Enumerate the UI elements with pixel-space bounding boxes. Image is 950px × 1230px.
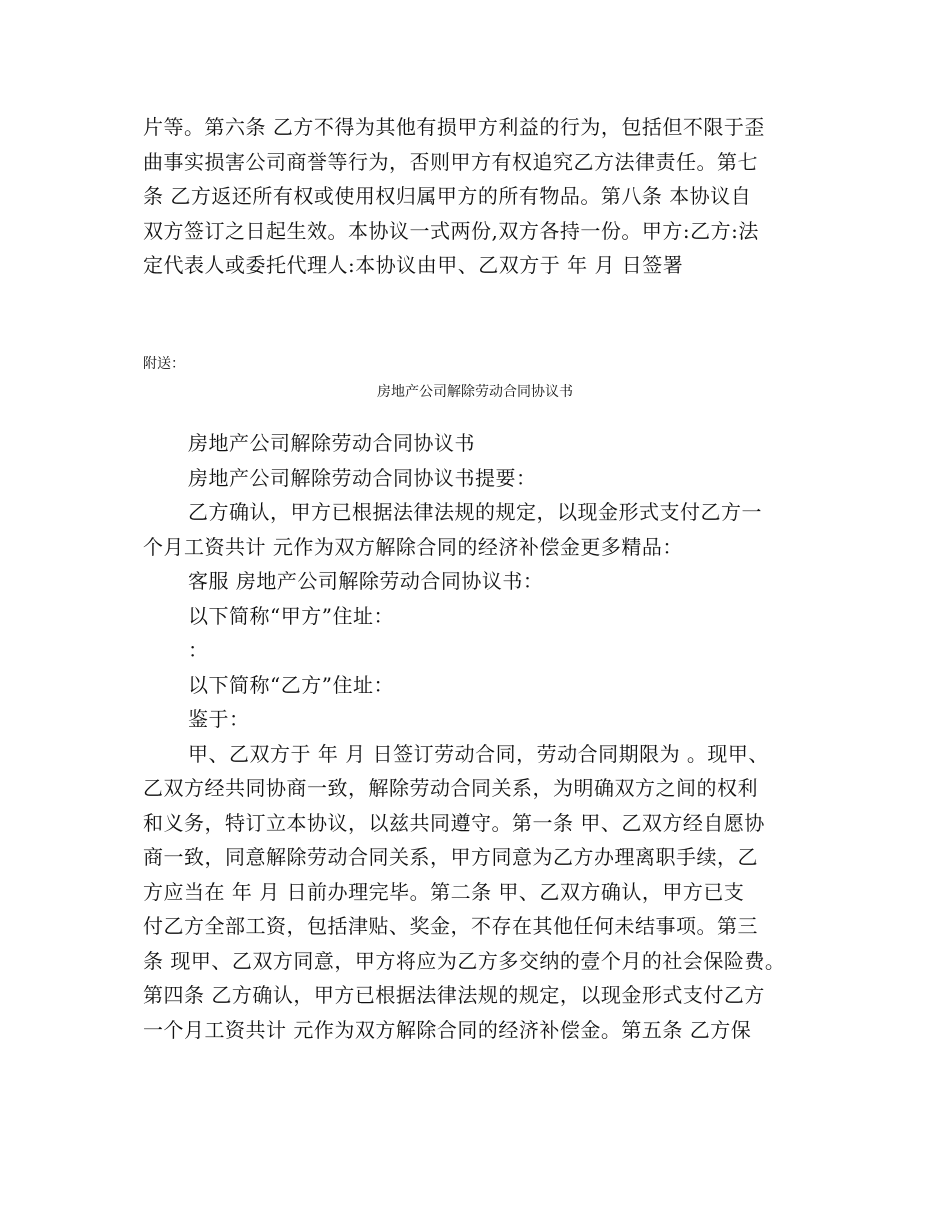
body-line: 条 现甲、乙双方同意，甲方将应为乙方多交纳的壹个月的社会保险费。 xyxy=(143,948,786,973)
body-line: 以下简称“甲方”住址： xyxy=(188,603,394,628)
body-line: 乙双方经共同协商一致，解除劳动合同关系，为明确双方之间的权利 xyxy=(143,776,758,800)
body-line: 付乙方全部工资，包括津贴、奖金，不存在其他任何未结事项。第三 xyxy=(143,914,758,938)
body-line: 和义务，特订立本协议，以兹共同遵守。第一条 甲、乙双方经自愿协 xyxy=(143,810,765,835)
paragraph-line: 定代表人或委托代理人:本协议由甲、乙双方于 年 月 日签署 xyxy=(143,253,684,277)
paragraph-line: 条 乙方返还所有权或使用权归属甲方的所有物品。第八条 本协议自 xyxy=(143,184,752,208)
paragraph-line: 片等。第六条 乙方不得为其他有损甲方利益的行为，包括但不限于歪 xyxy=(143,115,765,139)
body-line: 一个月工资共计 元作为双方解除合同的经济补偿金。第五条 乙方保 xyxy=(143,1017,752,1042)
paragraph-line: 曲事实损害公司商誉等行为，否则甲方有权追究乙方法律责任。第七 xyxy=(143,149,758,174)
body-line: 商一致，同意解除劳动合同关系，甲方同意为乙方办理离职手续，乙 xyxy=(143,845,758,869)
paragraph-line: 双方签订之日起生效。本协议一式两份,双方各持一份。甲方:乙方:法 xyxy=(143,218,759,243)
body-line: 以下简称“乙方”住址： xyxy=(188,672,394,697)
body-line: 甲、乙双方于 年 月 日签订劳动合同，劳动合同期限为 。现甲、 xyxy=(188,741,769,766)
body-line: 鉴于： xyxy=(188,707,250,731)
body-line: 房地产公司解除劳动合同协议书 xyxy=(188,431,475,455)
body-line: 客服 房地产公司解除劳动合同协议书： xyxy=(188,569,544,593)
body-line: 乙方确认，甲方已根据法律法规的规定，以现金形式支付乙方一 xyxy=(188,500,762,524)
agreement-body xyxy=(143,426,823,1047)
top-paragraph xyxy=(143,110,823,283)
attachment-title: 房地产公司解除劳动合同协议书 xyxy=(377,384,573,400)
body-line: 第四条 乙方确认，甲方已根据法律法规的规定，以现金形式支付乙方 xyxy=(143,983,765,1007)
body-line: ： xyxy=(188,638,209,662)
body-line: 个月工资共计 元作为双方解除合同的经济补偿金更多精品： xyxy=(143,534,683,559)
body-line: 方应当在 年 月 日前办理完毕。第二条 甲、乙双方确认，甲方已支 xyxy=(143,879,745,904)
attachment-label: 附送： xyxy=(143,356,185,372)
body-line: 房地产公司解除劳动合同协议书提要： xyxy=(188,465,537,490)
